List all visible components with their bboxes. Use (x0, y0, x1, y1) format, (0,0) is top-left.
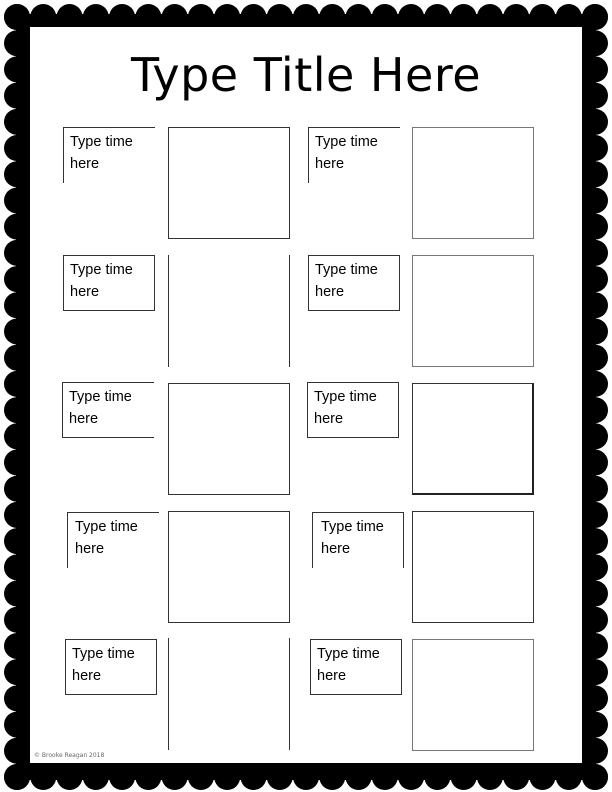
copyright-notice: © Brooke Reagan 2018 (34, 752, 105, 759)
time-label-box[interactable]: Type time here (63, 255, 155, 311)
time-label-box[interactable]: Type time here (307, 382, 399, 438)
picture-box[interactable] (412, 127, 534, 239)
picture-box[interactable] (412, 255, 534, 367)
time-label-box[interactable]: Type time here (65, 639, 157, 695)
time-label-box[interactable]: Type time here (308, 127, 400, 183)
picture-box[interactable] (168, 127, 290, 239)
picture-box[interactable] (168, 511, 290, 623)
time-label-box[interactable]: Type time here (62, 382, 154, 438)
time-label-box[interactable]: Type time here (310, 639, 402, 695)
picture-box[interactable] (168, 638, 290, 750)
time-label-box[interactable]: Type time here (312, 512, 404, 568)
time-label-box[interactable]: Type time here (63, 127, 155, 183)
picture-box[interactable] (168, 255, 290, 367)
picture-box[interactable] (168, 383, 290, 495)
time-label-box[interactable]: Type time here (67, 512, 159, 568)
picture-box[interactable] (412, 639, 534, 751)
picture-box[interactable] (412, 383, 534, 495)
page-title[interactable]: Type Title Here (130, 48, 482, 102)
picture-box[interactable] (412, 511, 534, 623)
time-label-box[interactable]: Type time here (308, 255, 400, 311)
